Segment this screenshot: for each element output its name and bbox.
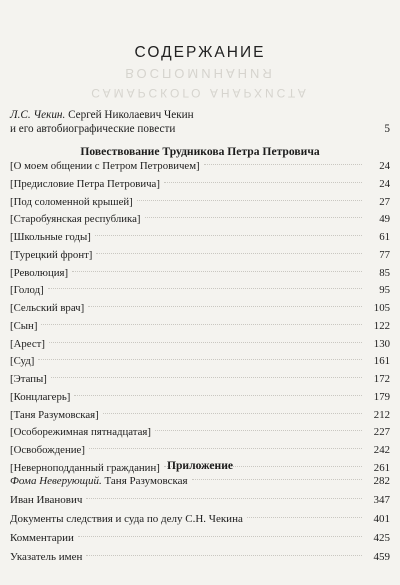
toc-entry[interactable]: Комментарии 425 — [10, 532, 390, 544]
toc-entry[interactable]: [Под соломенной крышей] 27 — [10, 195, 390, 208]
toc-entry[interactable]: [Революция] 85 — [10, 266, 390, 279]
toc-entry[interactable]: Иван Иванович 347 — [10, 494, 390, 506]
toc-entry[interactable]: [Сельский врач] 105 — [10, 302, 390, 314]
toc-entry[interactable]: [Суд] 161 — [10, 355, 390, 368]
toc-entry[interactable]: [Арест] 130 — [10, 337, 390, 350]
toc-entry[interactable]: [Неверноподданный гражданин] 261 — [10, 461, 390, 474]
toc-entry[interactable]: [Особорежимная пятнадцатая] 227 — [10, 426, 390, 439]
toc-entry[interactable]: Документы следствия и суда по делу С.Н. Чекина 401 — [10, 513, 390, 525]
toc-entry[interactable]: [Школьные годы] 61 — [10, 231, 390, 243]
toc-entry[interactable]: [Голод] 95 — [10, 284, 390, 297]
section-heading-main: Повествование Трудникова Петра Петровича — [80, 145, 320, 158]
toc-entry[interactable]: [Турецкий фронт] 77 — [10, 248, 390, 261]
toc-entry[interactable]: [Концлагерь] 179 — [10, 390, 390, 403]
toc-entry[interactable]: [О моем общении с Петром Петровичем] 24 — [10, 160, 390, 172]
intro-line2: и его автобиографические повести — [10, 122, 176, 135]
section-heading-appendix: Приложение — [166, 459, 234, 472]
intro-entry[interactable] — [10, 109, 390, 136]
intro-author: Л.С. Чекин. — [10, 109, 66, 121]
toc-entry[interactable]: [Старобуянская республика] 49 — [10, 213, 390, 226]
toc-entry[interactable]: [Этапы] 172 — [10, 373, 390, 385]
bleed-through-text-1: ВОСПОМИНАНИЯ — [125, 66, 275, 81]
toc-entry[interactable]: Указатель имен 459 — [10, 551, 390, 563]
bleed-through-text-2: САМАРСКОГО АНАРХИСТА — [91, 86, 309, 100]
appendix-list — [10, 472, 390, 529]
intro-line1: Сергей Николаевич Чекин — [65, 109, 194, 121]
page-title: СОДЕРЖАНИЕ — [134, 44, 266, 61]
intro-page: 5 — [384, 122, 390, 135]
toc-entry[interactable]: [Предисловие Петра Петровича] 24 — [10, 177, 390, 190]
toc-entry[interactable]: [Таня Разумовская] 212 — [10, 408, 390, 421]
toc-entry[interactable]: [Сын] 122 — [10, 319, 390, 332]
back-matter-list — [10, 529, 390, 567]
main-toc-list — [10, 158, 390, 478]
toc-entry[interactable]: Фома Неверующий. Таня Разумовская 282 — [10, 475, 390, 487]
toc-entry[interactable]: [Освобождение] 242 — [10, 444, 390, 456]
